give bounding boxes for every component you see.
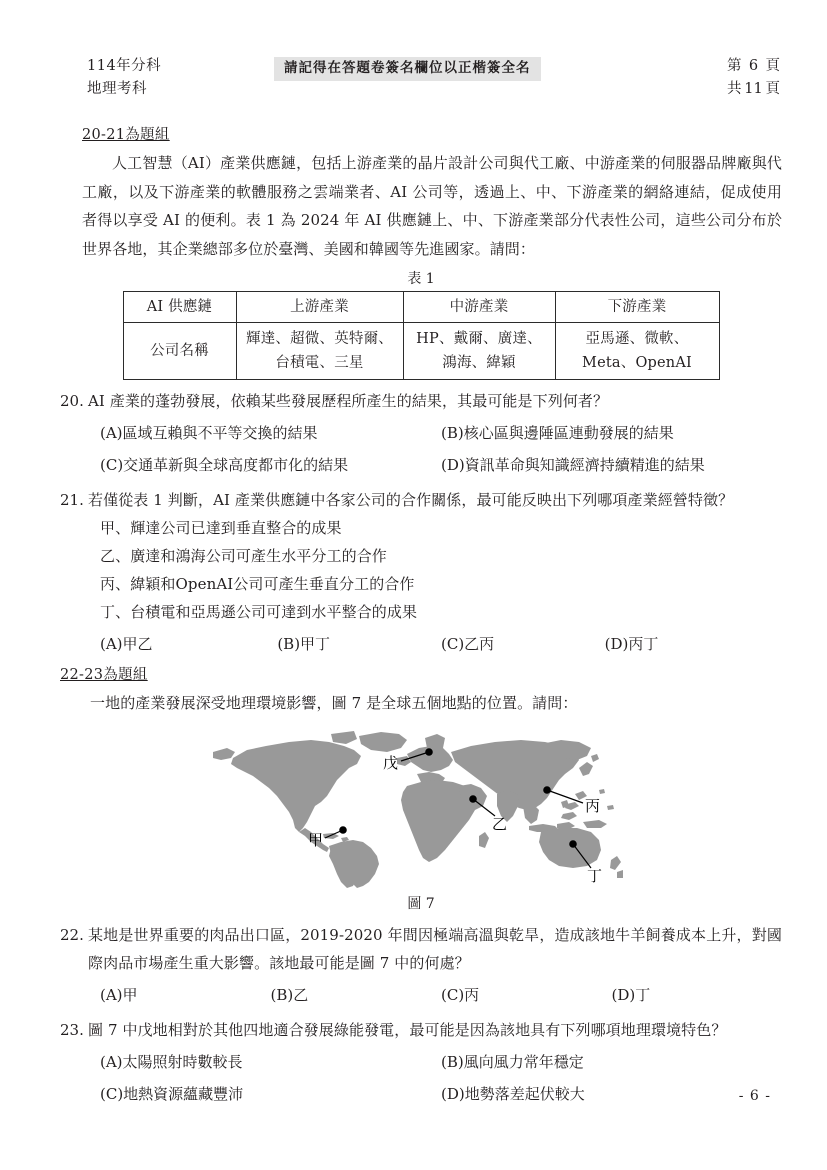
question-21-text: 若僅從表 1 判斷，AI 產業供應鏈中各家公司的合作關係，最可能反映出下列哪項產業經營特徵？	[88, 491, 734, 509]
question-20-option-b[interactable]: (B)核心區與邊陲區連動發展的結果	[441, 424, 674, 442]
list-item: 丁、台積電和亞馬遜公司可達到水平整合的成果	[100, 603, 418, 621]
cell-line-1: HP、戴爾、廣達、	[416, 331, 542, 347]
group-passage-20-21: 人工智慧（AI）產業供應鏈，包括上游產業的晶片設計公司與代工廠、中游產業的伺服器品牌廠與代工廠，以及下游產業的軟體服務之雲端業者、AI 公司等，透過上、中、下游產業的網絡連結，促成使用者得以享受 AI 的便利。表 1 為 2024 年 AI 供應鏈上、中、下游產業部分代表性公司，這些公司分布於世界各地，其企業總部多位於臺灣、美國和韓國等先進國家。請問：	[82, 154, 782, 258]
question-21-option-b[interactable]: (B)甲丁	[277, 635, 331, 653]
question-23-options-row-2	[100, 1080, 782, 1108]
question-21-option-c[interactable]: (C)乙丙	[440, 635, 495, 653]
question-21-options	[100, 630, 782, 658]
question-23-number: 23.	[60, 1020, 84, 1039]
cell-line-1: 亞馬遜、微軟、	[585, 331, 689, 347]
page-number: 6	[748, 58, 759, 74]
question-23-options-row-1	[100, 1048, 782, 1076]
map-label-yi: 乙	[492, 814, 508, 833]
exam-year-subject-line1: 114年分科	[87, 58, 162, 74]
total-unit: 頁	[765, 81, 780, 97]
question-group-20-21	[60, 124, 782, 263]
page-indicator	[727, 55, 780, 101]
question-20-options-row-2	[100, 451, 782, 479]
question-20-text: AI 產業的蓬勃發展，依賴某些發展歷程所產生的結果，其最可能是下列何者？	[88, 392, 609, 410]
dot-jia	[339, 826, 347, 834]
group-passage-22-23: 一地的產業發展深受地理環境影響，圖 7 是全球五個地點的位置。請問：	[90, 694, 578, 712]
question-group-22-23	[60, 664, 782, 718]
table-header-cell-0: AI 供應鏈	[123, 292, 236, 323]
question-21-option-a[interactable]: (A)甲乙	[100, 635, 153, 653]
dot-wu	[425, 748, 433, 756]
question-21-option-d[interactable]: (D)丙丁	[604, 635, 659, 653]
question-22-number: 22.	[60, 925, 84, 944]
map-label-ding: 丁	[587, 866, 603, 885]
list-item: 乙、廣達和鴻海公司可產生水平分工的合作	[100, 547, 387, 565]
question-23-text: 圖 7 中戊地相對於其他四地適合發展綠能發電，最可能是因為該地具有下列哪項地理環境特色？	[88, 1020, 727, 1039]
table-cell-downstream	[555, 323, 719, 380]
question-20-option-d[interactable]: (D)資訊革命與知識經濟持續精進的結果	[441, 456, 705, 474]
question-22-option-d[interactable]: (D)丁	[611, 985, 651, 1004]
question-23-option-b[interactable]: (B)風向風力常年穩定	[441, 1052, 584, 1071]
question-22-option-b[interactable]: (B)乙	[270, 985, 309, 1004]
question-22	[60, 921, 782, 1009]
list-item: 甲、輝達公司已達到垂直整合的成果	[100, 519, 342, 537]
question-21-number: 21.	[60, 491, 84, 509]
question-23-option-a[interactable]: (A)太陽照射時數較長	[100, 1052, 243, 1071]
total-label: 共	[727, 81, 742, 97]
table-cell-upstream	[236, 323, 403, 380]
map-label-wu: 戊	[383, 753, 399, 772]
dot-yi	[469, 795, 477, 803]
figure-7-caption: 圖 7	[407, 895, 435, 912]
question-22-text: 某地是世界重要的肉品出口區，2019-2020 年間因極端高溫與乾旱，造成該地牛羊飼養成本上升，對國際肉品市場產生重大影響。該地最可能是圖 7 中的何處？	[88, 925, 782, 972]
figure-7-map	[211, 728, 631, 893]
question-22-option-a[interactable]: (A)甲	[100, 985, 138, 1004]
current-page-row	[727, 55, 780, 78]
total-page-row	[727, 78, 780, 101]
question-20-options-row-1	[100, 419, 782, 447]
world-map-svg	[211, 728, 631, 893]
landmasses	[213, 731, 623, 888]
list-item: 丙、緯穎和OpenAI公司可產生垂直分工的合作	[100, 575, 415, 593]
exam-identity	[87, 55, 161, 101]
table-header-cell-3: 下游產業	[555, 292, 719, 323]
table-1-wrapper	[60, 269, 782, 380]
page-header	[60, 55, 780, 107]
table-header-cell-1: 上游產業	[236, 292, 403, 323]
table-row	[123, 323, 719, 380]
page-label: 第	[727, 58, 742, 74]
map-label-jia: 甲	[308, 830, 324, 849]
question-23-option-d[interactable]: (D)地勢落差起伏較大	[441, 1084, 585, 1103]
question-22-options	[100, 981, 782, 1009]
group-heading-22-23: 22-23為題組	[60, 667, 148, 683]
question-21-statements	[88, 514, 782, 626]
table-cell-midstream	[403, 323, 555, 380]
page-unit: 頁	[765, 58, 780, 74]
figure-7	[60, 728, 782, 914]
table-header-cell-2: 中游產業	[403, 292, 555, 323]
question-22-option-c[interactable]: (C)丙	[441, 985, 480, 1004]
table-row	[123, 292, 719, 323]
question-20-option-a[interactable]: (A)區域互賴與不平等交換的結果	[100, 424, 318, 442]
exam-subject-line2: 地理考科	[87, 81, 147, 97]
cell-line-2: 台積電、三星	[275, 355, 364, 371]
cell-line-1: 輝達、超微、英特爾、	[246, 331, 393, 347]
table-row-label: 公司名稱	[123, 323, 236, 380]
cell-line-2: 鴻海、緯穎	[442, 355, 516, 371]
question-20-number: 20.	[60, 392, 84, 410]
dot-bing	[543, 786, 551, 794]
question-23-option-c[interactable]: (C)地熱資源蘊藏豐沛	[100, 1084, 244, 1103]
group-heading-20-21: 20-21為題組	[82, 127, 170, 143]
total-number: 11	[744, 81, 763, 97]
table-1-caption: 表 1	[407, 271, 435, 287]
map-label-bing: 丙	[585, 796, 601, 815]
dot-ding	[569, 840, 577, 848]
question-20	[60, 387, 782, 479]
cell-line-2: Meta、OpenAI	[582, 355, 692, 371]
question-21	[60, 486, 782, 658]
question-23	[60, 1016, 782, 1108]
table-1	[123, 291, 720, 380]
signature-notice-banner: 請記得在答題卷簽名欄位以正楷簽全名	[274, 57, 541, 81]
exam-content	[60, 124, 782, 1108]
question-20-option-c[interactable]: (C)交通革新與全球高度都市化的結果	[100, 456, 349, 474]
page-footer-marker: - 6 -	[738, 1088, 771, 1104]
